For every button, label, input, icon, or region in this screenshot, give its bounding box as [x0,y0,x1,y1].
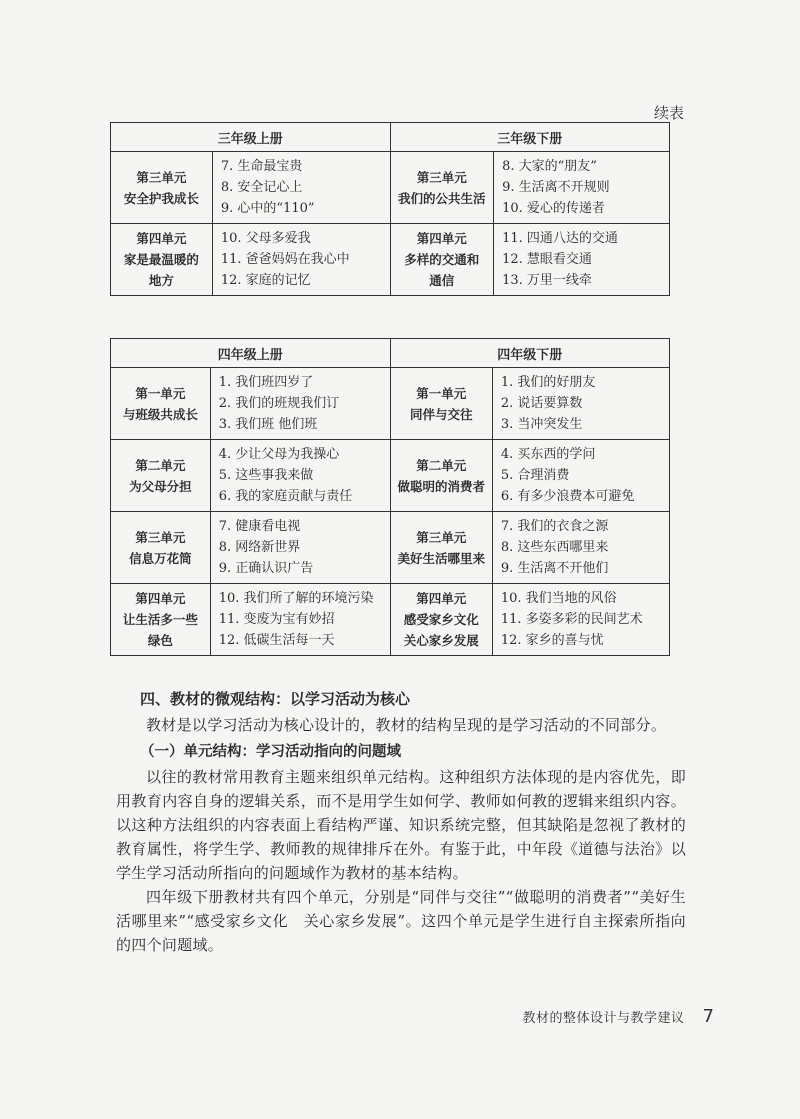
lesson-item: 8. 大家的“朋友” [502,159,597,174]
section-heading: 四、教材的微观结构：以学习活动为核心 [140,690,411,708]
unit-title-line: 第四单元 [416,591,467,606]
unit-title-cell [390,152,494,224]
table-row [111,440,670,512]
table-header-row [111,123,670,152]
unit-title-line: 多样的交通和 [404,252,480,267]
lesson-item: 12. 家庭的记忆 [220,273,311,288]
lessons-cell [210,440,390,512]
unit-title-line: 第四单元 [135,591,186,606]
unit-title-cell [111,152,213,224]
unit-title-line: 第三单元 [135,529,186,545]
unit-title-line: 第一单元 [135,385,186,401]
page-footer [523,1006,714,1027]
lessons-cell [492,368,669,440]
lesson-item: 11. 爸爸妈妈在我心中 [220,252,350,267]
lesson-item: 10. 爱心的传递者 [502,201,605,216]
lesson-item: 5. 合理消费 [500,468,570,483]
unit-title-line: 让生活多一些 [122,612,198,627]
table-header-right: 三年级下册 [390,123,669,152]
lesson-item: 4. 买东西的学问 [500,447,596,462]
unit-title-line: 美好生活哪里来 [397,550,485,566]
lessons-cell [212,224,390,296]
sub-heading: （一）单元结构：学习活动指向的问题域 [140,744,401,760]
lesson-item: 9. 正确认识广告 [218,561,314,576]
unit-title-cell [390,368,492,440]
unit-title-line: 与班级共成长 [122,406,198,422]
unit-title-line: 同伴与交往 [409,406,473,422]
unit-title-line: 感受家乡文化 [403,612,479,627]
page-number: 7 [702,1006,714,1027]
table-header-left: 四年级上册 [111,339,391,368]
paragraph-1: 以往的教材常用教育主题来组织单元结构。这种组织方法体现的是内容优先，即用教育内容自身的逻辑关系，而不是用学生如何学、教师如何教的逻辑来组织内容。以这种方法组织的内容表面上看结构严谨、知识系统完整，但其缺陷是忽视了教材的教育属性，将学生学、教师教的规律排斥在外。有鉴于此，中年段《道德与法治》以学生学习活动所指向的问题域作为教材的基本结构。 [116,768,686,882]
table-header-left: 三年级上册 [111,123,391,152]
body-paragraphs [116,765,686,957]
lesson-item: 13. 万里一线牵 [502,273,592,288]
lesson-item: 3. 我们班 他们班 [218,417,318,432]
lesson-item: 11. 四通八达的交通 [502,231,618,246]
unit-title-line: 地方 [148,273,174,288]
unit-title-line: 第三单元 [416,169,467,185]
lessons-cell [212,152,390,224]
continued-label: 续表 [653,104,684,122]
unit-title-line: 通信 [429,273,455,288]
table-row [111,152,670,224]
lesson-item: 8. 这些东西哪里来 [500,540,609,555]
lesson-item: 6. 有多少浪费本可避免 [500,489,635,504]
unit-title-cell [390,224,494,296]
table-row [111,368,670,440]
unit-title-line: 第四单元 [136,231,187,246]
lesson-item: 2. 我们的班规我们订 [218,396,340,411]
footer-label: 教材的整体设计与教学建议 [522,1011,685,1026]
lesson-item: 9. 心中的“110” [220,201,315,216]
unit-title-cell [390,440,492,512]
paragraph-2: 四年级下册教材共有四个单元，分别是“同伴与交往”“做聪明的消费者”“美好生活哪里来”“感受家乡文化 关心家乡发展”。这四个单元是学生进行自主探索所指向的四个问题域。 [116,888,686,954]
unit-title-line: 第二单元 [135,457,186,473]
unit-title-cell [111,224,213,296]
lesson-item: 7. 生命最宝贵 [220,159,303,174]
unit-title-line: 做聪明的消费者 [397,478,485,494]
table-row [111,224,670,296]
lessons-cell [492,440,669,512]
unit-title-cell [390,512,492,584]
lesson-item: 6. 我的家庭贡献与责任 [218,489,353,504]
unit-title-cell [111,368,211,440]
section-intro: 教材是以学习活动为核心设计的，教材的结构呈现的是学习活动的不同部分。 [146,716,667,734]
lesson-item: 12. 低碳生活每一天 [218,633,335,648]
unit-title-line: 为父母分担 [129,478,192,494]
unit-title-cell [111,512,211,584]
grade4-units-table [110,338,670,656]
lesson-item: 9. 生活离不开规则 [502,180,610,195]
lesson-item: 11. 多姿多彩的民间艺术 [500,612,643,627]
lesson-item: 5. 这些事我来做 [218,468,314,483]
lesson-item: 1. 我们的好朋友 [500,375,596,390]
lesson-item: 7. 健康看电视 [218,519,301,534]
unit-title-line: 第三单元 [416,529,467,545]
unit-title-line: 绿色 [147,633,173,648]
table-row [111,512,670,584]
grade3-units-table [110,122,670,296]
unit-title-line: 第二单元 [416,457,467,473]
lesson-item: 3. 当冲突发生 [500,417,583,432]
lessons-cell [210,512,390,584]
lesson-item: 1. 我们班四岁了 [218,375,314,390]
lessons-cell [210,584,390,656]
unit-title-line: 第四单元 [416,231,467,246]
lessons-cell [494,152,670,224]
lesson-item: 10. 我们所了解的环境污染 [218,591,374,606]
lesson-item: 10. 父母多爱我 [220,231,311,246]
lesson-item: 9. 生活离不开他们 [500,561,609,576]
lesson-item: 8. 网络新世界 [218,540,301,555]
unit-title-cell [111,584,211,656]
lesson-item: 10. 我们当地的风俗 [500,591,617,606]
unit-title-line: 我们的公共生活 [398,190,486,206]
lesson-item: 12. 慧眼看交通 [502,252,592,267]
unit-title-line: 第一单元 [416,385,467,401]
table-row [111,584,670,656]
lesson-item: 2. 说话要算数 [500,396,583,411]
lesson-item: 4. 少让父母为我操心 [218,447,340,462]
unit-title-line: 第三单元 [136,169,187,185]
unit-title-line: 安全护我成长 [123,190,199,206]
lessons-cell [492,584,669,656]
lesson-item: 11. 变废为宝有妙招 [218,612,335,627]
lessons-cell [494,224,670,296]
unit-title-cell [111,440,211,512]
lesson-item: 7. 我们的衣食之源 [500,519,609,534]
unit-title-line: 家是最温暖的 [123,252,199,267]
unit-title-line: 关心家乡发展 [403,633,479,648]
section-intro-block [116,713,686,737]
table-header-row [111,339,670,368]
lessons-cell [492,512,669,584]
unit-title-cell [390,584,492,656]
table-header-right: 四年级下册 [390,339,669,368]
unit-title-line: 信息万花筒 [129,550,192,566]
lesson-item: 12. 家乡的喜与忧 [500,633,604,648]
lessons-cell [210,368,390,440]
lesson-item: 8. 安全记心上 [220,180,303,195]
